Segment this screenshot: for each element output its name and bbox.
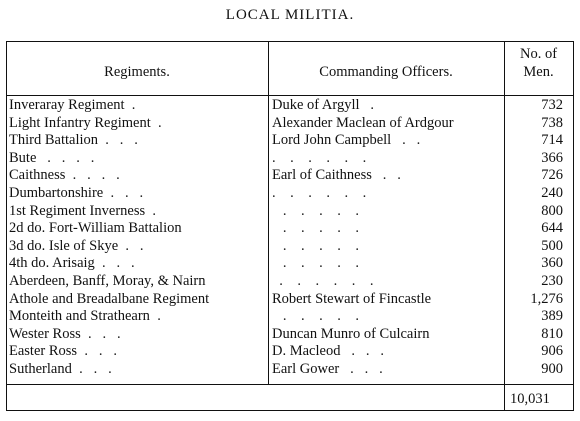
- men-count: 906: [541, 343, 563, 360]
- regiment-name: 4th do. Arisaig: [9, 255, 95, 272]
- officer-cell: [272, 326, 508, 344]
- regiment-cell: [9, 185, 267, 203]
- men-count: 240: [541, 184, 563, 201]
- officer-cell: [272, 361, 508, 379]
- header-regiments: Regiments.: [104, 64, 170, 80]
- regiment-leader-dots: . .: [118, 237, 144, 254]
- regiment-cell: [9, 220, 267, 238]
- regiment-name: Easter Ross: [9, 343, 78, 360]
- officer-leader-dots: .: [359, 97, 375, 113]
- officer-cell: [272, 291, 508, 309]
- officer-leader-dots: . .: [391, 132, 421, 149]
- regiment-cell: [9, 115, 267, 133]
- regiment-cell: [9, 97, 267, 115]
- table-top-rule: [6, 41, 574, 42]
- men-count: 366: [541, 149, 563, 166]
- regiment-name: Inveraray Regiment: [9, 97, 125, 113]
- table-row: [6, 291, 574, 309]
- men-count: 738: [541, 114, 563, 131]
- officer-leader-dots: . . . . . .: [272, 149, 367, 166]
- officer-leader-dots: . . . . . .: [272, 184, 367, 201]
- table-row: [6, 220, 574, 238]
- regiment-cell: [9, 203, 267, 221]
- table-body: [6, 97, 574, 379]
- regiment-leader-dots: . . .: [94, 255, 135, 272]
- men-count: 360: [541, 255, 563, 272]
- table-row: [6, 115, 574, 133]
- men-count: 800: [541, 202, 563, 219]
- regiment-name: Light Infantry Regiment: [9, 114, 151, 131]
- regiment-name: Wester Ross: [9, 325, 81, 342]
- regiment-leader-dots: . . .: [77, 343, 117, 360]
- men-count: 900: [541, 360, 563, 377]
- regiment-name: Monteith and Strathearn: [9, 308, 150, 325]
- table-row: [6, 132, 574, 150]
- table-row: [6, 167, 574, 185]
- men-count: 732: [541, 97, 563, 113]
- regiment-leader-dots: .: [150, 114, 162, 131]
- officer-cell: [272, 167, 508, 185]
- regiment-name: Bute: [9, 149, 37, 166]
- officer-cell: [272, 97, 508, 115]
- officer-leader-dots: . . .: [339, 360, 383, 377]
- officer-name: Earl of Caithness: [272, 167, 372, 184]
- page-title: LOCAL MILITIA.: [225, 7, 355, 23]
- regiment-cell: [9, 238, 267, 256]
- table-row: [6, 326, 574, 344]
- men-count: 810: [541, 325, 563, 342]
- header-men: [504, 45, 573, 81]
- officer-name: D. Macleod: [272, 343, 341, 360]
- table-row: [6, 185, 574, 203]
- header-men-line1: No. of: [519, 46, 558, 62]
- regiment-cell: [9, 150, 267, 168]
- regiment-cell: [9, 255, 267, 273]
- regiment-leader-dots: . . .: [98, 132, 138, 149]
- officer-leader-dots: . . . . . .: [272, 272, 374, 289]
- officer-cell: [272, 115, 508, 133]
- officer-name: Lord John Campbell: [272, 132, 392, 149]
- table-row: [6, 273, 574, 291]
- regiment-cell: [9, 343, 267, 361]
- table-bottom-rule: [6, 410, 574, 411]
- officer-cell: [272, 150, 508, 168]
- regiment-leader-dots: . . . .: [65, 167, 120, 184]
- officer-leader-dots: . . . . .: [272, 308, 359, 325]
- officer-cell: [272, 255, 508, 273]
- officer-leader-dots: . .: [371, 167, 401, 184]
- regiment-name: Athole and Breadalbane Regiment: [9, 290, 210, 307]
- table-row: [6, 343, 574, 361]
- officer-name: Duncan Munro of Culcairn: [272, 325, 430, 342]
- men-count: 726: [541, 167, 563, 184]
- regiment-name: Sutherland: [9, 360, 72, 377]
- table-row: [6, 203, 574, 221]
- regiment-name: 1st Regiment Inverness: [9, 202, 146, 219]
- regiment-name: 3d do. Isle of Skye: [9, 237, 119, 254]
- officer-cell: [272, 203, 508, 221]
- men-count: 500: [541, 237, 563, 254]
- men-count: 389: [541, 308, 563, 325]
- officer-cell: [272, 308, 508, 326]
- regiment-cell: [9, 291, 267, 309]
- table-row: [6, 97, 574, 115]
- table-row: [6, 361, 574, 379]
- regiment-leader-dots: .: [149, 308, 161, 325]
- militia-table: [6, 41, 574, 411]
- officer-cell: [272, 273, 508, 291]
- officer-cell: [272, 132, 508, 150]
- officer-name: Robert Stewart of Fincastle: [272, 290, 432, 307]
- men-count: 1,276: [530, 290, 563, 307]
- officer-cell: [272, 238, 508, 256]
- regiment-leader-dots: . . .: [103, 184, 144, 201]
- officer-leader-dots: . . . . .: [272, 237, 359, 254]
- table-row: [6, 150, 574, 168]
- regiment-name: 2d do. Fort-William Battalion: [9, 220, 182, 237]
- men-count: 714: [541, 132, 563, 149]
- officer-leader-dots: . . . . .: [272, 255, 359, 272]
- total-men: 10,031: [510, 391, 550, 407]
- officer-leader-dots: . . . . .: [272, 202, 359, 219]
- officer-leader-dots: . . . . .: [272, 220, 359, 237]
- men-count: 644: [541, 220, 563, 237]
- regiment-leader-dots: .: [124, 97, 136, 113]
- regiment-leader-dots: . . .: [71, 360, 112, 377]
- table-row: [6, 255, 574, 273]
- officer-name: Earl Gower: [272, 360, 340, 377]
- regiment-cell: [9, 167, 267, 185]
- total-rule: [6, 384, 574, 385]
- regiment-name: Caithness: [9, 167, 66, 184]
- officer-leader-dots: . . .: [340, 343, 384, 360]
- regiment-leader-dots: . . . .: [36, 149, 95, 166]
- header-men-line2: Men.: [523, 64, 554, 80]
- regiment-cell: [9, 326, 267, 344]
- regiment-leader-dots: . . .: [80, 325, 121, 342]
- men-count: 230: [541, 272, 563, 289]
- regiment-cell: [9, 132, 267, 150]
- table-row: [6, 308, 574, 326]
- regiment-leader-dots: .: [145, 202, 156, 219]
- header-officers: Commanding Officers.: [319, 64, 453, 80]
- regiment-name: Dumbartonshire: [9, 184, 104, 201]
- officer-name: Duke of Argyll: [272, 97, 360, 113]
- regiment-cell: [9, 273, 267, 291]
- regiment-name: Third Battalion: [9, 132, 98, 149]
- officer-cell: [272, 220, 508, 238]
- officer-name: Alexander Maclean of Ardgour: [272, 114, 454, 131]
- header-rule: [6, 95, 574, 96]
- regiment-name: Aberdeen, Banff, Moray, & Nairn: [9, 272, 206, 289]
- officer-cell: [272, 185, 508, 203]
- regiment-cell: [9, 308, 267, 326]
- regiment-cell: [9, 361, 267, 379]
- officer-cell: [272, 343, 508, 361]
- table-row: [6, 238, 574, 256]
